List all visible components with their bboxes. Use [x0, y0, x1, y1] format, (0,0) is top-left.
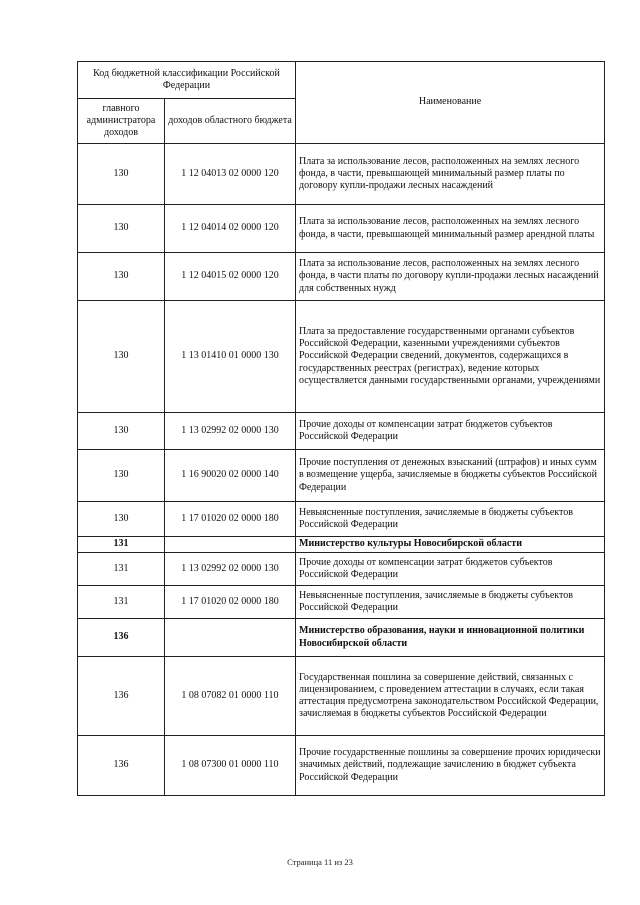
- admin-code-cell: 131: [78, 553, 165, 586]
- income-code-cell: 1 08 07082 01 0000 110: [165, 657, 296, 736]
- header-admin-cell: главного администратора доходов: [78, 99, 165, 144]
- header-name-cell: Наименование: [296, 62, 605, 144]
- name-cell: Плата за использование лесов, расположенных на землях лесного фонда, в части платы по договору купли-продажи лесных насаждений для собственных нужд: [296, 253, 605, 301]
- admin-code-cell: 130: [78, 253, 165, 301]
- income-code-cell: 1 13 02992 02 0000 130: [165, 413, 296, 450]
- page-footer: Страница 11 из 23: [287, 857, 353, 867]
- name-cell: Государственная пошлина за совершение действий, связанных с лицензированием, с проведением аттестации в случаях, если такая аттестация предусмотрена законодательством Российской Федерации, зачисляемая в бюджеты субъектов Российской Федерации: [296, 657, 605, 736]
- admin-code-cell: 130: [78, 450, 165, 502]
- table-row: [78, 450, 605, 502]
- table-row: [78, 553, 605, 586]
- header-income-cell: доходов областного бюджета: [165, 99, 296, 144]
- income-code-cell: 1 12 04015 02 0000 120: [165, 253, 296, 301]
- admin-code-cell: 130: [78, 502, 165, 537]
- name-cell: Прочие доходы от компенсации затрат бюджетов субъектов Российской Федерации: [296, 413, 605, 450]
- admin-code-cell: 136: [78, 736, 165, 796]
- name-cell: Прочие поступления от денежных взысканий (штрафов) и иных сумм в возмещение ущерба, зачисляемые в бюджеты субъектов Российской Федерации: [296, 450, 605, 502]
- admin-code-cell: 136: [78, 657, 165, 736]
- income-code-cell: 1 16 90020 02 0000 140: [165, 450, 296, 502]
- name-cell: Плата за использование лесов, расположенных на землях лесного фонда, в части, превышающей минимальный размер платы по договору купли-продажи лесных насаждений: [296, 144, 605, 205]
- income-code-cell: 1 12 04013 02 0000 120: [165, 144, 296, 205]
- header-group-cell: Код бюджетной классификации Российской Федерации: [78, 62, 296, 99]
- table-row: [78, 736, 605, 796]
- table-row: [78, 205, 605, 253]
- income-code-cell: 1 13 01410 01 0000 130: [165, 301, 296, 413]
- table-row: [78, 586, 605, 619]
- name-cell: Плата за использование лесов, расположенных на землях лесного фонда, в части, превышающей минимальный размер арендной платы: [296, 205, 605, 253]
- admin-code-cell: 130: [78, 144, 165, 205]
- name-cell: Невыясненные поступления, зачисляемые в бюджеты субъектов Российской Федерации: [296, 586, 605, 619]
- name-cell: Плата за предоставление государственными органами субъектов Российской Федерации, казенными учреждениями субъектов Российской Федерации сведений, документов, содержащихся в государственных реестрах (регистрах), ведение которых осуществляется данными государственными органами, учреждениями: [296, 301, 605, 413]
- table-row: [78, 301, 605, 413]
- income-code-cell: 1 17 01020 02 0000 180: [165, 502, 296, 537]
- income-code-cell: 1 12 04014 02 0000 120: [165, 205, 296, 253]
- admin-code-cell: 131: [78, 537, 165, 553]
- income-code-cell: 1 08 07300 01 0000 110: [165, 736, 296, 796]
- name-cell: Прочие государственные пошлины за совершение прочих юридически значимых действий, подлежащие зачислению в бюджет субъекта Российской Федерации: [296, 736, 605, 796]
- table-row: [78, 253, 605, 301]
- table-row: [78, 144, 605, 205]
- admin-code-cell: 130: [78, 301, 165, 413]
- ministry-name-cell: Министерство образования, науки и инновационной политики Новосибирской области: [296, 619, 605, 657]
- table-row: [78, 502, 605, 537]
- table-row: [78, 657, 605, 736]
- income-code-cell: [165, 619, 296, 657]
- admin-code-cell: 130: [78, 205, 165, 253]
- admin-code-cell: 130: [78, 413, 165, 450]
- name-cell: Невыясненные поступления, зачисляемые в бюджеты субъектов Российской Федерации: [296, 502, 605, 537]
- ministry-name-cell: Министерство культуры Новосибирской области: [296, 537, 605, 553]
- header-row-group: [78, 62, 605, 99]
- income-code-cell: [165, 537, 296, 553]
- ministry-row: [78, 537, 605, 553]
- income-code-cell: 1 17 01020 02 0000 180: [165, 586, 296, 619]
- ministry-row: [78, 619, 605, 657]
- budget-classification-table: [77, 61, 605, 796]
- name-cell: Прочие доходы от компенсации затрат бюджетов субъектов Российской Федерации: [296, 553, 605, 586]
- admin-code-cell: 131: [78, 586, 165, 619]
- admin-code-cell: 136: [78, 619, 165, 657]
- income-code-cell: 1 13 02992 02 0000 130: [165, 553, 296, 586]
- table-row: [78, 413, 605, 450]
